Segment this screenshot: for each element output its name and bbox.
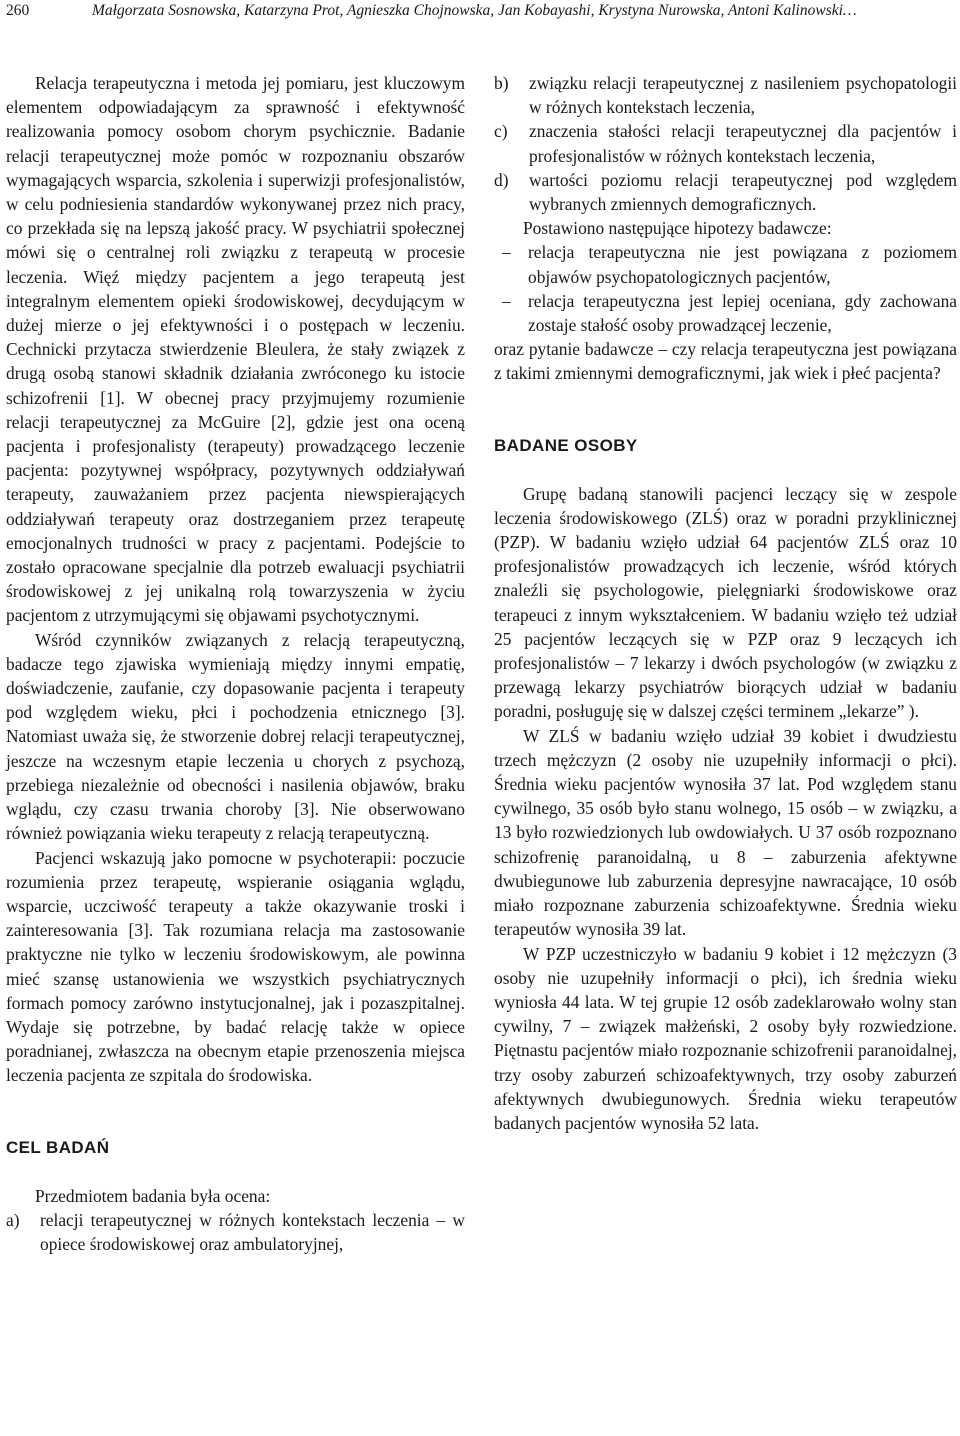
list-item-text: znaczenia stałości relacji terapeutycznej dla pacjentów i profesjonalistów w różnych kontekstach leczenia, [529,121,957,166]
paragraph-patients-helpful: Pacjenci wskazują jako pomocne w psychoterapii: poczucie rozumienia przez terapeutę, wspieranie osiągania wglądu, wsparcie, uczciwość terapeuty a także okazywanie troski i zainteresowania [3]. Tak rozumiana relacja ma zastosowanie praktyczne nie tylko w leczeniu środowiskowym, ale powinna mieć szansę ustanowienia we wszystkich psychiatrycznych formach pomocy zarówno instytucjonalnej, jak i pozaszpitalnej. Wydaje się potrzebne, by badać relację także w opiece poradnianej, zwłaszcza na obecnym etapie przenoszenia miejsca leczenia pacjenta ze szpitala do środowiska. [6,847,465,1086]
left-column [6,71,465,1256]
list-item-a [6,1208,465,1256]
list-item-b [494,71,957,119]
running-header [0,0,960,22]
section-heading-badane-osoby: BADANE OSOBY [494,435,638,455]
dash-marker: – [502,290,511,311]
paragraph-research-question: oraz pytanie badawcze – czy relacja terapeutyczna jest powiązana z takimi zmiennymi demograficznymi, jak wiek i płeć pacjenta? [494,339,957,384]
list-item-c [494,119,957,167]
hypothesis-item-1 [494,240,957,288]
list-item-d [494,168,957,216]
dash-marker: – [502,242,511,263]
paragraph-pzp-group: W PZP uczestniczyło w badaniu 9 kobiet i 12 mężczyzn (3 osoby nie uzupełniły informacji o płci), ich średnia wieku wyniosła 44 lata. W tej grupie 12 osób zadeklarowało wolny stan cywilny, 7 – związek małżeński, 2 osoby były rozwiedzione. Piętnastu pacjentów miało rozpoznanie schizofrenii paranoidalnej, trzy osoby zaburzeń schizoafektywnych, trzy osoby zaburzeń afektywnych dwubiegunowych. Średnia wieku terapeutów badanych pacjentów wynosiła 52 lata. [494,943,957,1133]
hypothesis-text: relacja terapeutyczna nie jest powiązana z poziomem objawów psychopatologicznych pacjentów, [528,242,957,287]
hypothesis-text: relacja terapeutyczna jest lepiej oceniana, gdy zachowana zostaje stałość osoby prowadzącej leczenie, [528,290,957,336]
list-item-text: związku relacji terapeutycznej z nasileniem psychopatologii w różnych kontekstach leczenia, [529,73,957,118]
list-marker: c) [494,121,508,142]
paragraph-study-group: Grupę badaną stanowili pacjenci leczący się w zespole leczenia środowiskowego (ZLŚ) oraz w poradni przyklinicznej (PZP). W badaniu wzięło udział 64 pacjentów ZLŚ oraz 10 profesjonalistów prowadzących ich leczenie, wśród których znaleźli się psychologowie, pielęgniarki środowiskowe oraz terapeuci z innym wykształceniem. W badaniu wzięło też udział 25 pacjentów leczących się w PZP oraz 9 leczących ich profesjonalistów – 7 lekarzy i dwóch psychologów (w związku z przewagą lekarzy psychiatrów biorących udział w badaniu poradni, posługuję się w dalszej części terminem „lekarze” ). [494,483,957,722]
list-marker: d) [494,169,509,190]
section-heading-cel-badan: CEL BADAŃ [6,1137,110,1157]
right-column [494,71,957,1135]
list-item-text: relacji terapeutycznej w różnych kontekstach leczenia – w opiece środowiskowej oraz ambulatoryjnej, [40,1209,465,1254]
paragraph-hypotheses-intro: Postawiono następujące hipotezy badawcze: [523,218,832,239]
page-number: 260 [6,2,30,19]
paragraph-factors: Wśród czynników związanych z relacją terapeutyczną, badacze tego zjawiska wymieniają między innymi empatię, doświadczenie, zaufanie, czy dopasowanie pacjenta i terapeuty pod względem wieku, płci i pochodzenia etnicznego [3]. Natomiast uważa się, że stworzenie dobrej relacji terapeutycznej, jeszcze na wczesnym etapie leczenia u chorych z psychozą, przebiega niezależnie od obecności i nasilenia objawów, braku wglądu, czy czasu trwania choroby [3]. Nie obserwowano również powiązania wieku terapeuty z relacją terapeutyczną. [6,629,465,844]
paragraph-aim-intro: Przedmiotem badania była ocena: [35,1185,271,1206]
paragraph-intro: Relacja terapeutyczna i metoda jej pomiaru, jest kluczowym elementem odpowiadającym za sprawność i efektywność realizowania pomocy osobom chorym psychicznie. Badanie relacji terapeutycznej może pomóc w rozpoznaniu obszarów wymagających wsparcia, szkolenia i superwizji profesjonalistów, w celu podniesienia standardów wykonywanej przez nich pracy, co przekłada się na lepszą jakość pracy. W psychiatrii społecznej mówi się o centralnej roli związku z terapeutą w procesie leczenia. Więź między pacjentem a jego terapeutą jest integralnym elementem opieki środowiskowej, decydującym w dużej mierze o jej efektywności i o postępach w leczeniu. Cechnicki przytacza stwierdzenie Bleulera, że stały związek z drugą osobą stanowi składnik działania zwróconego ku istocie schizofrenii [1]. W obecnej pracy przyjmujemy rozumienie relacji terapeutycznej za McGuire [2], gdzie jest ona oceną pacjenta i profesjonalisty (terapeuty) prowadzącego leczenie pacjenta: pozytywnej współpracy, pozytywnych oddziaływań terapeuty, zauważaniem przez pacjenta niewspierających oddziaływań terapeuty oraz dostrzeganiem przez terapeutę emocjonalnych trudności w pracy z pacjentami. Podejście to zostało opracowane specjalnie dla potrzeb ewaluacji psychiatrii środowiskowej z jej unikalną rolą towarzyszenia w życiu pacjentom z utrzymującymi się objawami psychotycznymi. [6,73,465,626]
running-header-authors: Małgorzata Sosnowska, Katarzyna Prot, Agnieszka Chojnowska, Jan Kobayashi, Krystyna Nurowska, Antoni Kalinowski… [92,2,857,19]
paragraph-zls-group: W ZLŚ w badaniu wzięło udział 39 kobiet i dwudziestu trzech mężczyzn (2 osoby nie uzupełniły informacji o płci). Średnia wieku pacjentów wynosiła 37 lat. Pod względem stanu cywilnego, 35 osób było stanu wolnego, 15 osób – w związku, a 13 było rozwiedzionych lub owdowiałych. U 37 osób rozpoznano schizofrenię paranoidalną, u 8 – zaburzenia afektywne dwubiegunowe lub zaburzenia depresyjne nawracające, 10 osób miało rozpoznane zaburzenia schizoafektywne. Średnia wieku terapeutów wynosiła 39 lat. [494,725,957,940]
list-marker: a) [6,1209,20,1230]
hypothesis-item-2 [494,289,957,337]
list-marker: b) [494,73,509,93]
list-item-text: wartości poziomu relacji terapeutycznej pod względem wybranych zmiennych demograficznych. [529,169,957,215]
